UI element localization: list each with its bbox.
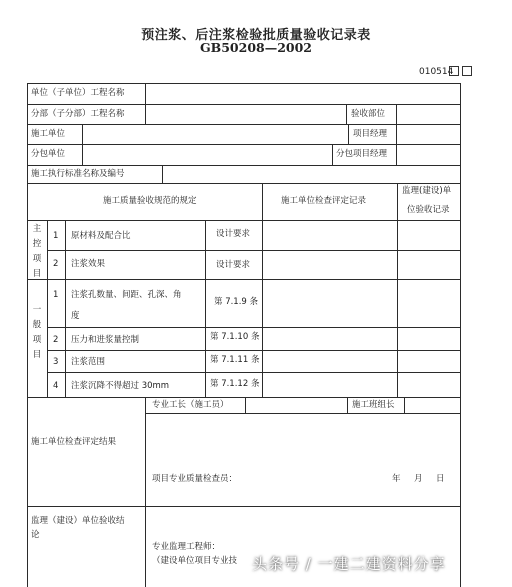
general-item-no: 4 xyxy=(53,381,59,391)
general-item-name: 压力和进浆量控制 xyxy=(71,335,140,345)
watermark: 头条号 / 一建二建资料分享 xyxy=(252,555,446,573)
unit-project-label: 单位（子单位）工程名称 xyxy=(31,88,125,98)
form-code: 010514 xyxy=(419,67,454,77)
subcontract-unit-label: 分包单位 xyxy=(31,149,66,159)
supervision-label-cont: 论 xyxy=(31,530,40,540)
owner-rep-label: （建设单位项目专业技 xyxy=(152,556,238,566)
general-item-name: 注浆孔数量、间距、孔深、角 xyxy=(71,290,182,300)
general-item-req: 第 7.1.12 条 xyxy=(210,379,260,389)
subcontract-manager-label: 分包项目经理 xyxy=(336,149,388,159)
general-item-name-cont: 度 xyxy=(71,311,80,321)
general-item-no: 1 xyxy=(53,290,59,300)
inspector-label: 项目专业质量检查员： xyxy=(152,474,238,484)
main-item-name: 注浆效果 xyxy=(71,259,106,269)
general-item-req: 第 7.1.11 条 xyxy=(210,355,260,365)
sub-project-label: 分部（子分部）工程名称 xyxy=(31,109,125,119)
sub-project-field[interactable] xyxy=(148,106,344,122)
supervision-label: 监理（建设）单位验收结 xyxy=(31,516,125,526)
spec-column-header: 施工质量验收规范的规定 xyxy=(103,196,197,206)
day-label: 日 xyxy=(436,474,445,484)
main-item-req: 设计要求 xyxy=(216,229,251,239)
subcontract-unit-field[interactable] xyxy=(85,147,330,163)
standard-name-field[interactable] xyxy=(165,167,458,181)
foreman-label: 专业工长（施工员） xyxy=(152,400,229,410)
code-checkbox-2[interactable] xyxy=(462,66,472,76)
standard-code: GB50208—2002 xyxy=(199,40,313,55)
month-label: 月 xyxy=(414,474,423,484)
self-eval-label: 施工单位检查评定结果 xyxy=(31,437,117,447)
general-item-req: 第 7.1.9 条 xyxy=(214,297,259,307)
self-check-column-header: 施工单位检查评定记录 xyxy=(281,196,367,206)
main-items-label: 主控项目 xyxy=(32,224,42,279)
supervision-column-header-2: 位验收记录 xyxy=(407,205,450,215)
main-item-req: 设计要求 xyxy=(216,260,251,270)
main-item-no: 2 xyxy=(53,259,59,269)
code-checkbox-1[interactable] xyxy=(449,66,459,76)
general-item-name: 注浆范围 xyxy=(71,357,106,367)
construction-unit-field[interactable] xyxy=(85,126,345,142)
standard-name-label: 施工执行标准名称及编号 xyxy=(31,169,125,179)
acceptance-part-label: 验收部位 xyxy=(351,109,386,119)
general-item-no: 3 xyxy=(53,357,59,367)
main-item-name: 原材料及配合比 xyxy=(71,231,131,241)
general-items-label: 一般项目 xyxy=(32,305,42,360)
project-manager-field[interactable] xyxy=(399,126,458,142)
general-item-name: 注浆沉降不得超过 30mm xyxy=(71,381,170,391)
form-title: 预注浆、后注浆检验批质量验收记录表 xyxy=(141,28,371,43)
year-label: 年 xyxy=(392,474,401,484)
general-item-no: 2 xyxy=(53,335,59,345)
team-leader-label: 施工班组长 xyxy=(352,400,395,410)
supervising-engineer-label: 专业监理工程师： xyxy=(152,542,221,552)
acceptance-part-field[interactable] xyxy=(399,106,458,122)
supervision-column-header-1: 监理(建设)单 xyxy=(402,186,452,196)
project-manager-label: 项目经理 xyxy=(353,129,388,139)
main-item-no: 1 xyxy=(53,231,59,241)
subcontract-manager-field[interactable] xyxy=(399,147,458,163)
unit-project-field[interactable] xyxy=(148,86,458,102)
construction-unit-label: 施工单位 xyxy=(31,129,66,139)
general-item-req: 第 7.1.10 条 xyxy=(210,332,260,342)
